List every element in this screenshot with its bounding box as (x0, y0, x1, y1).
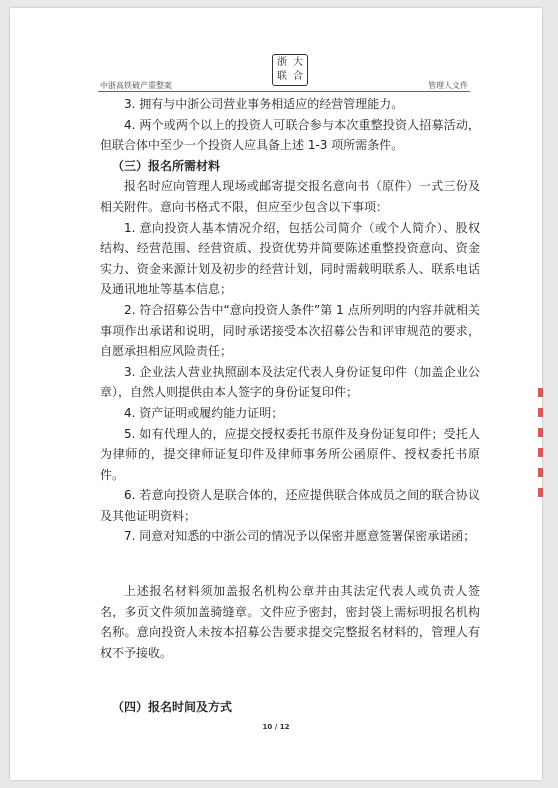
body-paragraph: 5. 如有代理人的，应提交授权委托书原件及身份证复印件；受托人为律师的，提交律师证复印件及律师事务所公函原件、授权委托书原件。 (100, 426, 480, 482)
seal-edge-mark (538, 388, 543, 498)
body-paragraph: 6. 若意向投资人是联合体的，还应提供联合体成员之间的联合协议及其他证明资料； (100, 488, 480, 523)
body-paragraph: 4. 资产证明或履约能力证明； (124, 405, 284, 420)
page-number: 10 / 12 (262, 723, 290, 731)
body-paragraph: 1. 意向投资人基本情况介绍，包括公司简介（或个人简介）、股权结构、经营范围、经营资质、投资优势并简要陈述重整投资意向、资金实力、资金来源计划及初步的经营计划，同时需载明联系人、联系电话及通讯地址等基本信息； (100, 220, 480, 297)
paragraph-spacer (100, 559, 480, 569)
document-body (100, 94, 480, 718)
section-heading: （四）报名时间及方式 (112, 700, 233, 715)
firm-logo (272, 54, 308, 86)
body-paragraph: 3. 拥有与中浙公司营业事务相适应的经营管理能力。 (124, 97, 404, 111)
paragraph-spacer (100, 675, 480, 685)
body-paragraph: 4. 两个或两个以上的投资人可联合参与本次重整投资人招募活动，但联合体中至少一个投资人应具备上述 1-3 项所需条件。 (100, 117, 480, 153)
logo-char: 联 (277, 71, 287, 82)
document-page (10, 8, 542, 780)
body-paragraph: 报名时应向管理人现场或邮寄提交报名意向书（原件）一式三份及相关附件。意向书格式不限，但应至少包含以下事项： (100, 179, 480, 214)
header-doc-type: 管理人文件 (428, 81, 468, 90)
logo-char: 合 (293, 71, 303, 82)
body-paragraph: 3. 企业法人营业执照副本及法定代表人身份证复印件（加盖企业公章），自然人则提供由本人签字的身份证复印件； (100, 364, 480, 400)
body-paragraph: 上述报名材料须加盖报名机构公章并由其法定代表人或负责人签名，多页文件须加盖骑缝章。文件应予密封，密封袋上需标明报名机构名称。意向投资人未按本招募公告要求提交完整报名材料的，管理人有权不予接收。 (100, 584, 480, 660)
header-case-name: 中浙高铁破产重整案 (100, 81, 172, 90)
body-paragraph: 2. 符合招募公告中“意向投资人条件”第 1 点所列明的内容并就相关事项作出承诺和说明，同时承诺接受本次招募公告和评审规范的要求，自愿承担相应风险责任； (100, 302, 480, 359)
section-heading: （三）报名所需材料 (112, 158, 221, 173)
body-paragraph: 7. 同意对知悉的中浙公司的情况予以保密并愿意签署保密承诺函； (124, 529, 476, 544)
header-divider (98, 91, 470, 92)
logo-char: 浙 (277, 57, 287, 68)
logo-char: 大 (293, 57, 303, 68)
